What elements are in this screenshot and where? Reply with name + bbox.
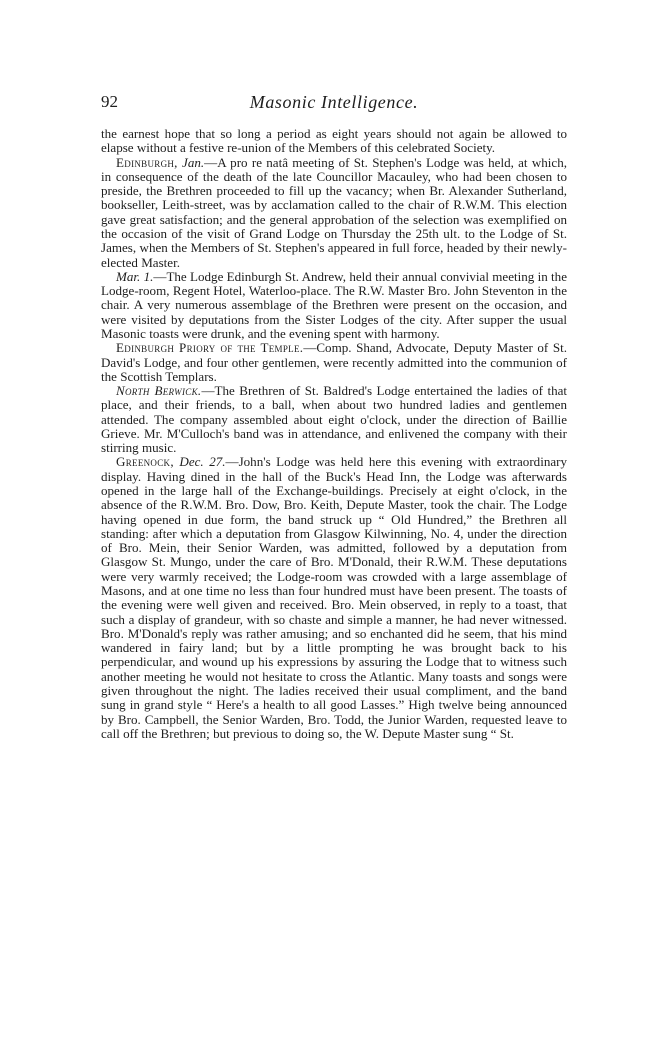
paragraph-continued [101, 127, 567, 156]
place-heading: North Berwick. [116, 383, 202, 399]
paragraph-greenock [101, 455, 567, 741]
paragraph-text: —The Brethren of St. Baldred's Lodge entertained the ladies of that place, and their friends, to a ball, when about two hundred ladies and gentlemen attended. The company assembled about eight o'clock, under the direction of Baillie Grieve. Mr. M'Culloch's band was in attendance, and enlivened the company with their stirring music. [101, 383, 568, 456]
page-header [101, 92, 567, 118]
place-heading: Edinburgh, [116, 154, 178, 170]
paragraph-edinburgh-mar [101, 270, 567, 341]
paragraph-edinburgh-jan [101, 156, 567, 270]
paragraph-text: —Comp. Shand, Advocate, Deputy Master of St. David's Lodge, and four other gentlemen, were recently admitted into the communion of the Scottish Templars. [101, 340, 567, 384]
paragraph-text: —A pro re natâ meeting of St. Stephen's Lodge was held, at which, in consequence of the death of the late Councillor Macauley, who had been chosen to preside, the Brethren proceeded to fill up the vacancy; when Br. Alexander Sutherland, bookseller, Leith-street, was by acclamation called to the chair of R.W.M. This election gave great satisfaction; and the general approbation of the selection was exemplified on the occasion of the visit of Grand Lodge on Thursday the 25th ult. to the Lodge of St. James, when the Members of St. Stephen's appeared in full force, headed by their newly-elected Master. [101, 154, 567, 270]
page-number: 92 [101, 92, 118, 111]
body-text [101, 127, 567, 741]
place-heading: Edinburgh Priory of the Temple. [116, 340, 304, 356]
date-label: Dec. 27. [179, 454, 226, 470]
paragraph-north-berwick [101, 384, 567, 455]
date-label: Mar. 1. [116, 268, 154, 284]
place-heading: Greenock, [116, 454, 174, 470]
date-label: Jan. [182, 154, 205, 170]
paragraph-text: the earnest hope that so long a period as eight years should not again be allowed to elapse without a festive re-union of the Members of this celebrated Society. [101, 126, 567, 156]
paragraph-priory-temple [101, 341, 567, 384]
paragraph-text: —The Lodge Edinburgh St. Andrew, held their annual convivial meeting in the Lodge-room, Regent Hotel, Waterloo-place. The R.W. Master Bro. John Steventon in the chair. A very numerous assemblage of the Brethren were present on the occasion, and were visited by deputations from the Sister Lodges of the city. After supper the usual Masonic toasts were drunk, and the evening spent with harmony. [101, 268, 567, 341]
running-title: Masonic Intelligence. [249, 92, 419, 112]
paragraph-text: —John's Lodge was held here this evening with extraordinary display. Having dined in the hall of the Buck's Head Inn, the Lodge was afterwards opened in the large hall of the Exchange-buildings. Precisely at eight o'clock, in the absence of the R.W.M. Bro. Dow, Bro. Keith, Depute Master, took the chair. The Lodge having opened in due form, the band struck up “ Old Hundred,” the Brethren all standing: after which a deputation from Glasgow Kilwinning, No. 4, under the direction of Bro. Mein, their Senior Warden, was admitted, followed by a deputation from Glasgow St. Mungo, under the care of Bro. M'Donald, their R.W.M. These deputations were very warmly received; the Lodge-room was crowded with a large assemblage of Masons, and at one time no less than four hundred must have been present. The toasts of the evening were well given and received. Bro. Mein observed, in reply to a toast, that such a display of grandeur, with so chaste and simple a manner, he had never witnessed. Bro. M'Donald's reply was rather amusing; and so enchanted did he seem, that his mind wandered in fairy land; but by a little prompting he was brought back to his perpendicular, and wound up his expressions by assuring the Lodge that to witness such another meeting he would not hesitate to cross the Atlantic. Many toasts and songs were given throughout the night. The ladies received their usual compliment, and the band sung in grand style “ Here's a health to all good Lasses.” High twelve being announced by Bro. Campbell, the Senior Warden, Bro. Todd, the Junior Warden, requested leave to call off the Brethren; but previous to doing so, the W. Depute Master sung “ St. [101, 454, 568, 741]
